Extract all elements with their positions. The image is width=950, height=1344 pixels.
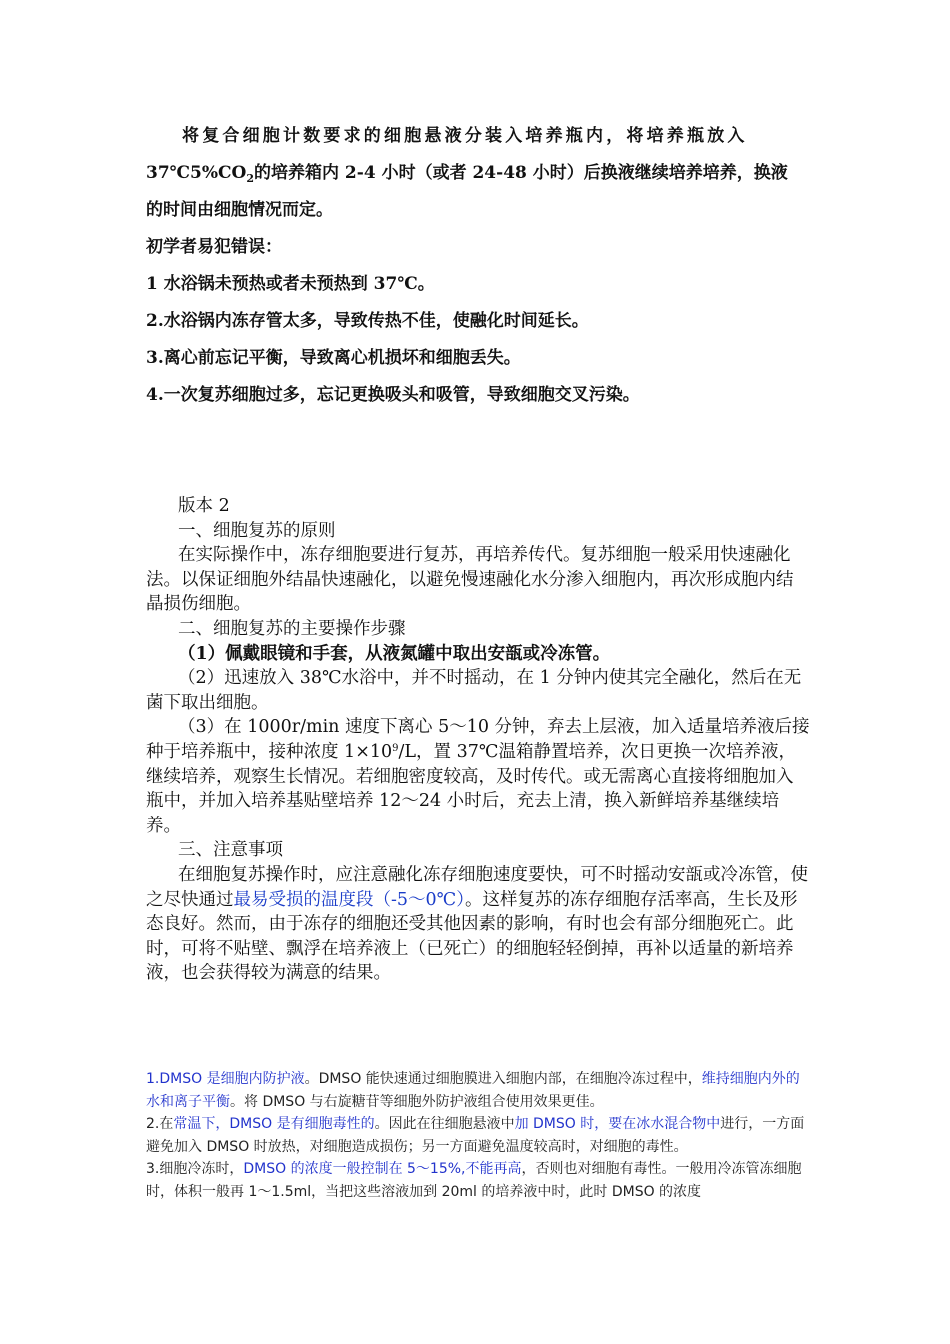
dmso-item-2: 2.在常温下，DMSO 是有细胞毒性的。因此在往细胞悬液中加 DMSO 时，要在冰水混合物中进行，一方面避免加入 DMSO 时放热，对细胞造成损伤；另一方面避免温度较高时，对细胞的毒性。 xyxy=(146,1116,805,1155)
error-item-2: 2.水浴锅内冻存管太多，导致传热不佳，使融化时间延长。 xyxy=(146,311,589,331)
errors-heading: 初学者易犯错误： xyxy=(146,237,282,257)
dmso-item-1: 1.DMSO 是细胞内防护液。DMSO 能快速通过细胞膜进入细胞内部，在细胞冷冻过程中，维持细胞内外的水和离子平衡。将 DMSO 与右旋糖苷等细胞外防护液组合使用效果更佳。 xyxy=(146,1071,800,1110)
step-3: （3）在 1000r/min 速度下离心 5～10 分钟，弃去上层液，加入适量培养液后接种于培养瓶中，接种浓度 $1\times 10^9/L$，置 37℃温箱静置培养，次日更换一次培养液，继续培养，观察生长情况。若细胞密度较高，及时传代。或无需离心直接将细胞加入瓶中，并加入培养基贴壁培养 12～24 小时后，充去上清，换入新鲜培养基继续培养。 xyxy=(146,717,810,836)
step-2: （2）迅速放入 38℃水浴中，并不时摇动，在 1 分钟内使其完全融化，然后在无菌下取出细胞。 xyxy=(146,668,802,713)
dmso-item-3: 3.细胞冷冻时，DMSO 的浓度一般控制在 5～15%,不能再高，否则也对细胞有毒性。一般用冷冻管冻细胞时，体积一般再 1～1.5ml，当把这些溶液加到 20ml 的培养液中时，此时 DMSO 的浓度 xyxy=(146,1161,802,1200)
error-item-3: 3.离心前忘记平衡，导致离心机损坏和细胞丢失。 xyxy=(146,348,521,368)
section-thaw-culture xyxy=(146,118,811,414)
paragraph-principle: 在实际操作中，冻存细胞要进行复苏，再培养传代。复苏细胞一般采用快速融化法。以保证细胞外结晶快速融化，以避免慢速融化水分渗入细胞内，再次形成胞内结晶损伤细胞。 xyxy=(146,545,794,615)
paragraph-intro: 将复合细胞计数要求的细胞悬液分装入培养瓶内，将培养瓶放入 $37℃5\%CO_2$的培养箱内 2-4 小时（或者 24-48 小时）后换液继续培养培养，换液 的时间由细胞情况而定。 xyxy=(146,126,788,220)
section-dmso-notes xyxy=(146,1068,811,1203)
section-version-2 xyxy=(146,494,810,986)
heading-steps: 二、细胞复苏的主要操作步骤 xyxy=(178,618,406,639)
error-item-1: 1 水浴锅未预热或者未预热到 37℃。 xyxy=(146,274,435,294)
error-item-4: 4.一次复苏细胞过多，忘记更换吸头和吸管，导致细胞交叉污染。 xyxy=(146,385,640,405)
paragraph-notes: 在细胞复苏操作时，应注意融化冻存细胞速度要快，可不时摇动安瓿或冷冻管，使之尽快通过最易受损的温度段（-5～0℃）。这样复苏的冻存细胞存活率高，生长及形态良好。然而，由于冻存的细胞还受其他因素的影响，有时也会有部分细胞死亡。此时，可将不贴壁、飘浮在培养液上（已死亡）的细胞轻轻倒掉，再补以适量的新培养液，也会获得较为满意的结果。 xyxy=(146,864,808,984)
heading-principle: 一、细胞复苏的原则 xyxy=(178,520,336,541)
step-1: （1）佩戴眼镜和手套，从液氮罐中取出安瓿或冷冻管。 xyxy=(178,643,611,664)
version-title: 版本 2 xyxy=(178,496,230,516)
heading-notes: 三、注意事项 xyxy=(178,840,283,861)
